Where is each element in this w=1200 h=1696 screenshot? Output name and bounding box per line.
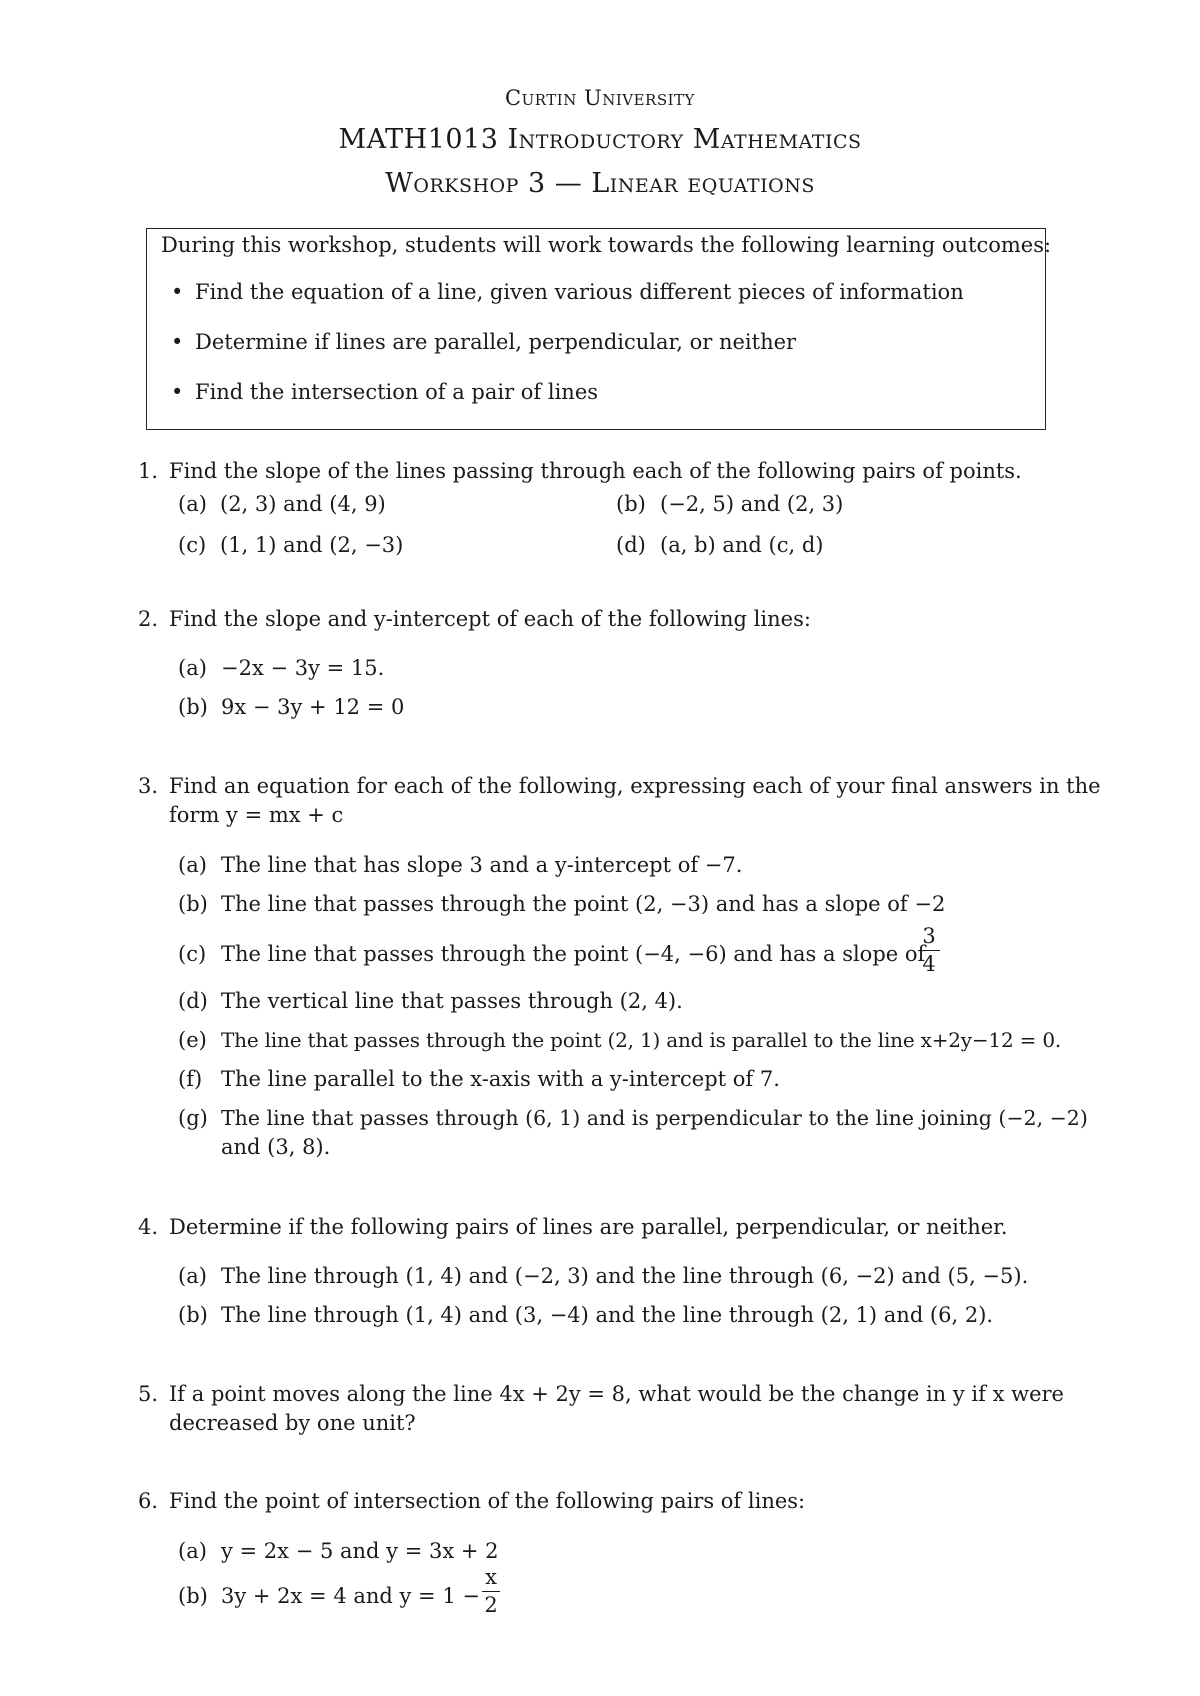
question-number: 1. <box>138 459 159 483</box>
question-text: decreased by one unit? <box>169 1411 416 1435</box>
workshop-title: Workshop 3 — Linear equations <box>385 168 815 199</box>
question-text: Find an equation for each of the following, expressing each of your final answers in the <box>169 774 1101 798</box>
learning-outcomes-box <box>146 228 1052 430</box>
part-label: (d) <box>178 989 208 1013</box>
part-text: The line that passes through the point (2, −3) and has a slope of −2 <box>221 892 946 916</box>
part-text: The line through (1, 4) and (−2, 3) and the line through (6, −2) and (5, −5). <box>221 1264 1029 1288</box>
fraction <box>918 926 940 975</box>
part-label: (b) <box>616 492 646 516</box>
part-label: (g) <box>178 1106 208 1130</box>
part-text: (a, b) and (c, d) <box>660 533 824 557</box>
part-text: (1, 1) and (2, −3) <box>220 533 404 557</box>
question-number: 3. <box>138 774 159 798</box>
fraction-numerator: 3 <box>922 924 936 948</box>
part-text: (−2, 5) and (2, 3) <box>660 492 844 516</box>
part-text: The vertical line that passes through (2, 4). <box>221 989 683 1013</box>
question-number: 6. <box>138 1489 159 1513</box>
part-label: (f) <box>178 1067 203 1091</box>
question-text: Find the slope of the lines passing through each of the following pairs of points. <box>169 459 1022 483</box>
part-text: 3y + 2x = 4 and y = 1 − <box>221 1584 480 1608</box>
outcome-item: • Determine if lines are parallel, perpendicular, or neither <box>195 330 796 354</box>
part-label: (a) <box>178 656 207 680</box>
question-number: 4. <box>138 1215 159 1239</box>
part-text: The line through (1, 4) and (3, −4) and the line through (2, 1) and (6, 2). <box>221 1303 994 1327</box>
question-number: 5. <box>138 1382 159 1406</box>
part-text: −2x − 3y = 15. <box>221 656 385 680</box>
part-text: The line that has slope 3 and a y-intercept of −7. <box>221 853 743 877</box>
part-text: 9x − 3y + 12 = 0 <box>221 695 405 719</box>
part-label: (a) <box>178 1539 207 1563</box>
university-name: Curtin University <box>505 86 695 110</box>
part-text: (2, 3) and (4, 9) <box>220 492 386 516</box>
fraction-numerator: x <box>485 1565 497 1589</box>
part-label: (d) <box>616 533 646 557</box>
outcome-item: • Find the equation of a line, given various different pieces of information <box>195 280 964 304</box>
part-text: The line that passes through the point (2, 1) and is parallel to the line x+2y−12 = 0. <box>221 1028 1062 1052</box>
question-text: Find the slope and y-intercept of each of the following lines: <box>169 607 811 631</box>
part-label: (e) <box>178 1028 207 1052</box>
fraction-bar <box>482 1591 500 1592</box>
fraction-denominator: 4 <box>922 952 936 976</box>
part-label: (b) <box>178 1584 208 1608</box>
course-title: MATH1013 Introductory Mathematics <box>338 124 862 155</box>
part-label: (a) <box>178 1264 207 1288</box>
part-label: (c) <box>178 533 207 557</box>
part-text: The line that passes through the point (−4, −6) and has a slope of <box>221 942 926 966</box>
part-text: y = 2x − 5 and y = 3x + 2 <box>221 1539 499 1563</box>
part-label: (a) <box>178 492 207 516</box>
part-label: (b) <box>178 892 208 916</box>
part-label: (b) <box>178 695 208 719</box>
part-text: and (3, 8). <box>221 1135 331 1159</box>
question-text: Find the point of intersection of the following pairs of lines: <box>169 1489 806 1513</box>
fraction-denominator: 2 <box>484 1593 498 1617</box>
part-text: The line that passes through (6, 1) and is perpendicular to the line joining (−2, −2) <box>221 1106 1088 1130</box>
outcome-item: • Find the intersection of a pair of lines <box>195 380 598 404</box>
question-text: If a point moves along the line 4x + 2y = 8, what would be the change in y if x were <box>169 1382 1064 1406</box>
fraction <box>482 1567 500 1616</box>
question-text: Determine if the following pairs of lines are parallel, perpendicular, or neither. <box>169 1215 1008 1239</box>
part-text: The line parallel to the x-axis with a y-intercept of 7. <box>221 1067 780 1091</box>
question-number: 2. <box>138 607 159 631</box>
outcomes-intro: During this workshop, students will work towards the following learning outcomes: <box>161 233 1052 257</box>
part-label: (a) <box>178 853 207 877</box>
part-label: (b) <box>178 1303 208 1327</box>
part-label: (c) <box>178 942 207 966</box>
question-text: form y = mx + c <box>169 803 344 827</box>
fraction-bar <box>918 950 940 951</box>
